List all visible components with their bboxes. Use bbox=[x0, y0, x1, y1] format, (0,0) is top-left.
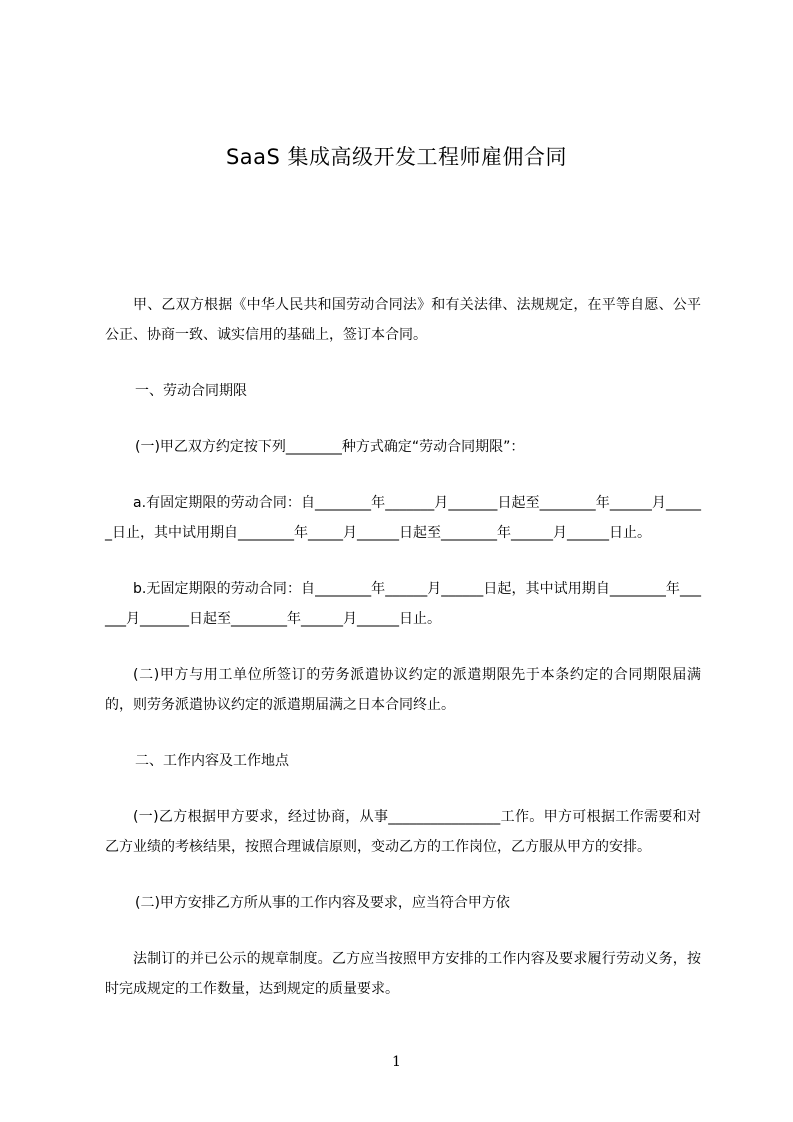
document-body bbox=[105, 290, 701, 1030]
page-number: 1 bbox=[392, 1054, 401, 1070]
section-1-item-b: b.无固定期限的劳动合同：自________年______月______日起，其中试用期自________年______月_______日起至________年______月______日止。 bbox=[105, 581, 701, 627]
section-2-heading: 二、工作内容及工作地点 bbox=[135, 753, 289, 769]
section-1-item-1: (一)甲乙双方约定按下列________种方式确定“劳动合同期限”： bbox=[135, 439, 525, 455]
section-1-heading: 一、劳动合同期限 bbox=[135, 383, 247, 399]
section-1-item-2: (二)甲方与用工单位所签订的劳务派遣协议约定的派遣期限先于本条约定的合同期限届满的，则劳务派遣协议约定的派遣期届满之日本合同终止。 bbox=[105, 667, 701, 713]
section-1-item-a: a.有固定期限的劳动合同：自________年_______月_______日起至________年______月______日止，其中试用期自________年_____月______日起至________年______月______日止。 bbox=[105, 495, 701, 541]
section-2-item-2: (二)甲方安排乙方所从事的工作内容及要求，应当符合甲方依 bbox=[135, 895, 510, 911]
intro-paragraph: 甲、乙双方根据《中华人民共和国劳动合同法》和有关法律、法规规定，在平等自愿、公平公正、协商一致、诚实信用的基础上，签订本合同。 bbox=[105, 297, 701, 343]
section-2-item-2-continued: 法制订的并已公示的规章制度。乙方应当按照甲方安排的工作内容及要求履行劳动义务，按时完成规定的工作数量，达到规定的质量要求。 bbox=[105, 951, 701, 997]
document-title: SaaS 集成高级开发工程师雇佣合同 bbox=[225, 145, 568, 169]
section-2-item-1: (一)乙方根据甲方要求，经过协商，从事________________工作。甲方可根据工作需要和对乙方业绩的考核结果，按照合理诚信原则，变动乙方的工作岗位，乙方服从甲方的安排。 bbox=[105, 809, 701, 855]
